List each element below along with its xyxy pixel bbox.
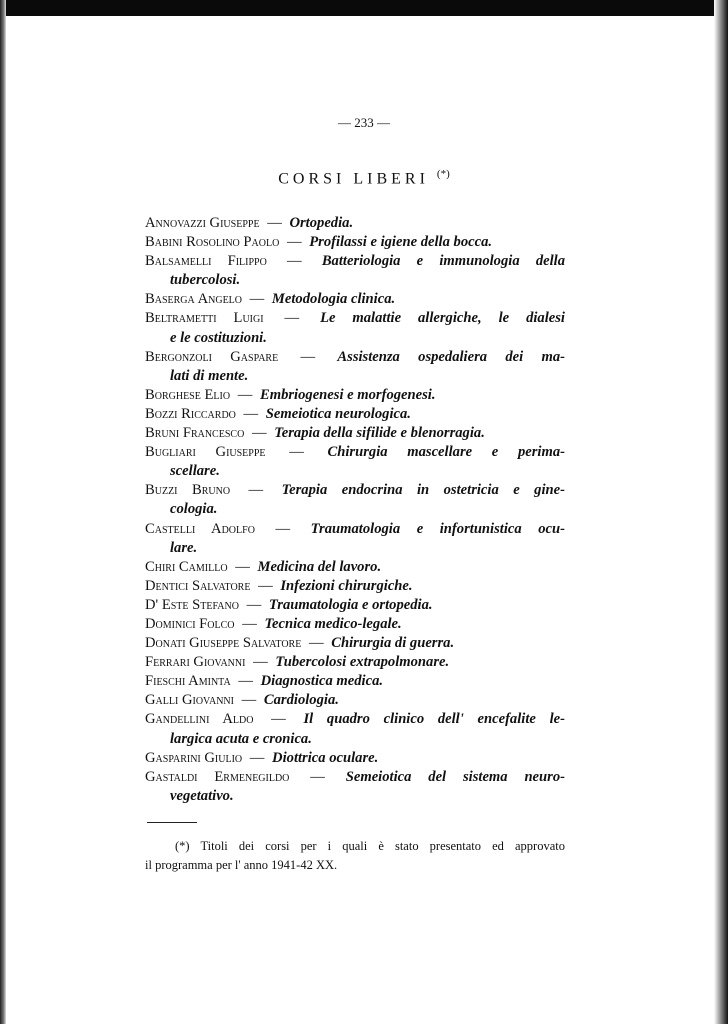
entry-line [145, 577, 565, 596]
dash-separator: — [267, 215, 282, 231]
course-title-continuation: tubercolosi. [170, 272, 241, 289]
dash-separator: — [275, 520, 291, 537]
course-title: Le malattie allergiche, le dialesi [320, 310, 565, 327]
instructor-name: D' Este Stefano [145, 596, 239, 613]
course-title: Ortopedia. [289, 215, 354, 231]
course-entry [145, 424, 565, 443]
entry-line [145, 252, 565, 271]
entry-line [145, 749, 565, 768]
dash-separator: — [300, 348, 316, 365]
course-entry [145, 252, 565, 290]
entry-line [145, 214, 565, 233]
course-title-continuation: largica acuta e cronica. [170, 730, 312, 747]
course-entry [145, 615, 565, 634]
dash-separator: — [235, 558, 250, 575]
page-title [0, 168, 728, 188]
entry-line [145, 558, 565, 577]
course-entry [145, 596, 565, 615]
course-entry [145, 577, 565, 596]
course-title-continuation: scellare. [170, 463, 220, 480]
entry-line [145, 520, 565, 539]
course-entry [145, 749, 565, 768]
dash-separator: — [241, 692, 257, 709]
entry-line [145, 386, 565, 405]
dash-separator: — [237, 386, 253, 403]
course-entry [145, 768, 565, 806]
course-entry [145, 710, 565, 748]
entry-line [145, 233, 565, 252]
course-title: Cardiologia. [263, 692, 339, 709]
entry-line [145, 653, 565, 672]
dash-separator: — [248, 482, 264, 499]
instructor-name: Fieschi Aminta [145, 673, 231, 690]
course-title: Chirurgia mascellare e perima- [327, 444, 565, 461]
instructor-name: Donati Giuseppe Salvatore [145, 635, 302, 652]
course-title: Tecnica medico-legale. [264, 615, 402, 632]
dash-separator: — [251, 425, 267, 442]
dash-separator: — [308, 635, 324, 652]
instructor-name: Beltrametti Luigi [145, 310, 264, 327]
instructor-name: Buzzi Bruno [145, 482, 231, 499]
instructor-name: Borghese Elio [145, 386, 231, 403]
course-entry [145, 520, 565, 558]
course-title: Traumatologia e infortunistica ocu- [310, 520, 565, 537]
instructor-name: Bozzi Riccardo [145, 405, 236, 422]
course-title: Tubercolosi extrapolmonare. [275, 654, 450, 671]
course-title: Medicina del lavoro. [257, 558, 382, 575]
heading-text: CORSI LIBERI [278, 170, 429, 188]
instructor-name: Dentici Salvatore [145, 577, 251, 594]
dash-separator: — [249, 749, 265, 766]
entry-line [145, 443, 565, 462]
instructor-name: Balsamelli Filippo [145, 253, 267, 270]
course-title: Semeiotica neurologica. [265, 405, 411, 422]
scan-right-edge [714, 0, 728, 1024]
dash-separator: — [246, 596, 262, 613]
footnote-line-1: (*) Titoli dei corsi per i quali è stato presentato ed approvato [175, 839, 565, 853]
dash-separator: — [253, 654, 268, 671]
scan-top-border [0, 0, 728, 16]
course-entry [145, 214, 565, 233]
instructor-name: Gandellini Aldo [145, 711, 254, 728]
entry-line [145, 615, 565, 634]
entry-line [145, 348, 565, 367]
footnote-line-2: il programma per l' anno 1941-42 XX. [145, 858, 338, 872]
entry-line [145, 634, 565, 653]
course-title: Assistenza ospedaliera dei ma- [337, 348, 565, 365]
instructor-name: Galli Giovanni [145, 692, 234, 709]
scan-left-edge [0, 0, 6, 1024]
entry-line [145, 290, 565, 309]
dash-separator: — [243, 405, 259, 422]
entry-line [145, 710, 565, 729]
entry-line [145, 672, 565, 691]
course-entry [145, 653, 565, 672]
instructor-name: Annovazzi Giuseppe [145, 215, 260, 231]
course-title: Profilassi e igiene della bocca. [309, 234, 493, 251]
dash-separator: — [310, 768, 325, 785]
page-number: — 233 — [338, 115, 390, 130]
course-title: Terapia endocrina in ostetricia e gine- [281, 482, 565, 499]
dash-separator: — [284, 310, 300, 327]
footnote [145, 837, 565, 875]
course-entry [145, 386, 565, 405]
course-entry [145, 290, 565, 309]
entry-line [145, 481, 565, 500]
course-title: Terapia della sifilide e blenorragia. [274, 425, 485, 442]
course-title: Chirurgia di guerra. [331, 635, 455, 652]
course-entry [145, 309, 565, 347]
dash-separator: — [287, 253, 302, 270]
instructor-name: Bergonzoli Gaspare [145, 348, 279, 365]
course-title: Metodologia clinica. [271, 291, 396, 308]
course-title: Il quadro clinico dell' encefalite le- [303, 711, 565, 728]
course-title: Traumatologia e ortopedia. [268, 596, 433, 613]
course-title-continuation: cologia. [170, 501, 218, 518]
course-entry [145, 443, 565, 481]
course-title-continuation: lare. [170, 539, 198, 556]
instructor-name: Bruni Francesco [145, 425, 245, 442]
course-title: Batteriologia e immunologia della [321, 253, 565, 270]
course-title-continuation: lati di mente. [170, 367, 249, 384]
instructor-name: Chiri Camillo [145, 558, 228, 575]
entry-line [145, 596, 565, 615]
instructor-name: Gasparini Giulio [145, 749, 243, 766]
entry-line [145, 309, 565, 328]
course-entry [145, 672, 565, 691]
dash-separator: — [242, 615, 257, 632]
course-title: Diottrica oculare. [272, 749, 379, 766]
dash-separator: — [258, 577, 273, 594]
footnote-mark: (*) [436, 168, 450, 180]
entry-line [145, 405, 565, 424]
instructor-name: Dominici Folco [145, 615, 235, 632]
course-entry [145, 634, 565, 653]
course-title: Infezioni chirurgiche. [280, 577, 413, 594]
course-title-continuation: vegetativo. [170, 787, 234, 804]
instructor-name: Bugliari Giuseppe [145, 444, 266, 461]
course-entry [145, 405, 565, 424]
dash-separator: — [271, 711, 286, 728]
course-entry [145, 558, 565, 577]
entry-line [145, 768, 565, 787]
instructor-name: Ferrari Giovanni [145, 654, 246, 671]
instructor-name: Babini Rosolino Paolo [145, 234, 280, 251]
course-entry [145, 348, 565, 386]
course-entry [145, 691, 565, 710]
course-entry [145, 233, 565, 252]
course-title-continuation: e le costituzioni. [170, 329, 267, 346]
instructor-name: Baserga Angelo [145, 291, 243, 308]
dash-separator: — [238, 673, 253, 690]
dash-separator: — [289, 444, 304, 461]
course-entry [145, 481, 565, 519]
course-title: Embriogenesi e morfogenesi. [259, 386, 436, 403]
entry-line [145, 424, 565, 443]
dash-separator: — [249, 291, 265, 308]
course-title: Semeiotica del sistema neuro- [345, 768, 565, 785]
footnote-rule [147, 822, 197, 823]
instructor-name: Gastaldi Ermenegildo [145, 768, 290, 785]
instructor-name: Castelli Adolfo [145, 520, 255, 537]
course-list [145, 214, 565, 806]
dash-separator: — [286, 234, 302, 251]
entry-line [145, 691, 565, 710]
course-title: Diagnostica medica. [260, 673, 384, 690]
